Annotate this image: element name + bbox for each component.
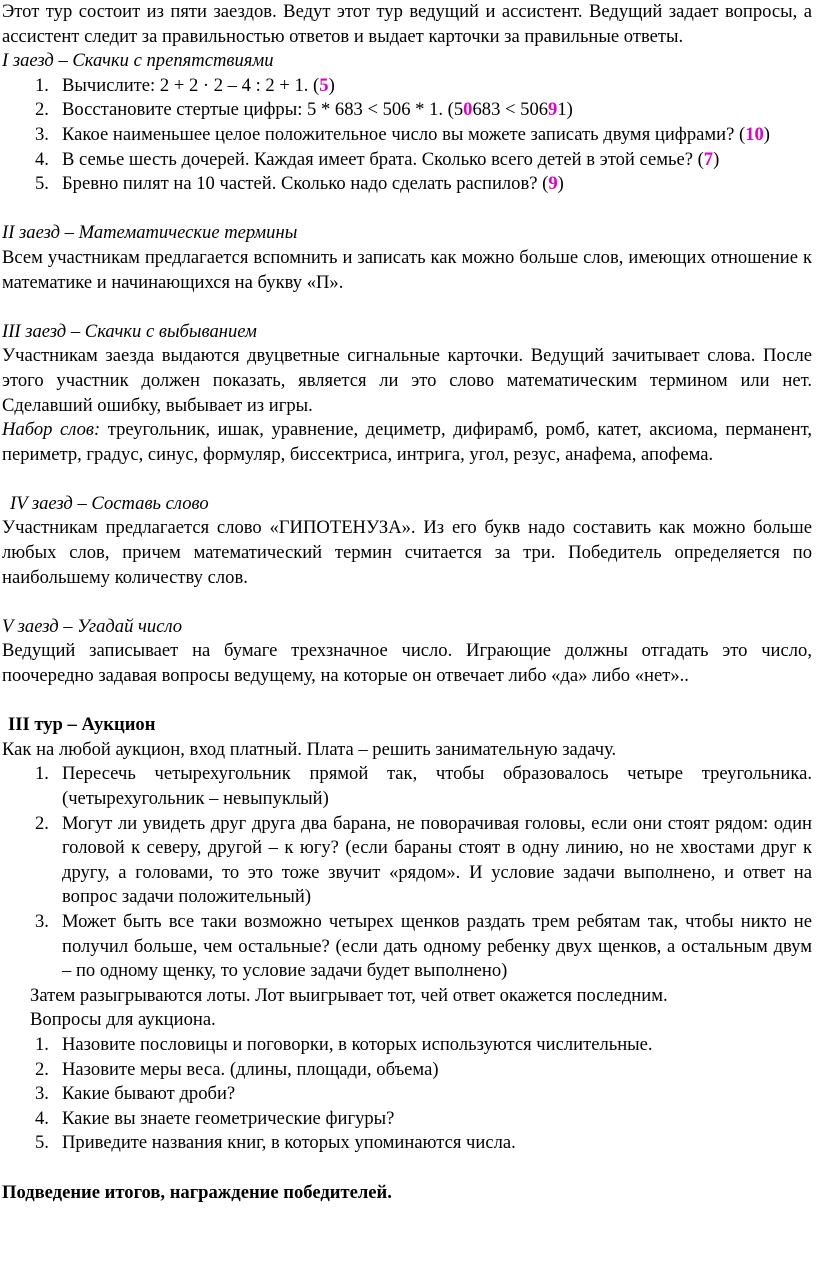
answer: 5 xyxy=(319,74,329,96)
intro-paragraph: Этот тур состоит из пяти заездов. Ведут этот тур ведущий и ассистент. Ведущий задает вопросы, а ассистент следит за правильностью ответов и выдает карточки за правильные ответы. xyxy=(2,1,812,47)
round3-text: Участникам заезда выдаются двуцветные сигнальные карточки. Ведущий зачитывает слова. После этого участник должен показать, является ли это слово математическим термином или нет. Сделавший ошибку, выбывает из игры. xyxy=(2,345,812,416)
tour3-title: III тур – Аукцион xyxy=(8,714,156,736)
list-item: 2. Могут ли увидеть друг друга два барана, не поворачивая головы, если они стоят рядом: один головой к северу, другой – к югу? (если бараны стоят в одну линию, но не хвостами друг к другу, а головами, то это тоже звучит «рядом». И условие задачи выполнено, и ответ на вопрос задачи положительный) xyxy=(35,812,812,908)
list-item: 3. Может быть все таки возможно четырех щенков раздать трем ребятам так, чтобы никто не получил больше, чем остальные? (если дать одному ребенку двух щенков, а остальным двум – по одному щенку, то условие задачи будет выполнено) xyxy=(35,910,812,982)
list-item: 1. Назовите пословицы и поговорки, в которых используются числительные. xyxy=(35,1033,653,1055)
spacer xyxy=(2,295,812,320)
summary: Подведение итогов, награждение победителей. xyxy=(2,1181,392,1203)
spacer xyxy=(2,689,812,714)
round1-title: I заезд – Скачки с препятствиями xyxy=(2,50,274,72)
spacer xyxy=(2,467,812,492)
list-item: 2. Назовите меры веса. (длины, площади, объема) xyxy=(35,1058,439,1080)
questions-title: Вопросы для аукциона. xyxy=(30,1009,216,1031)
answer: 7 xyxy=(703,148,714,170)
words-label: Набор слов: xyxy=(2,419,101,441)
round3-words: Набор слов: треугольник, ишак, уравнение, дециметр, дифирамб, ромб, катет, аксиома, перманент, периметр, градус, синус, формуляр, биссектриса, интрига, угол, резус, анафема, апофема. xyxy=(2,419,812,465)
answer: 10 xyxy=(745,123,764,145)
round2-text: Всем участникам предлагается вспомнить и записать как можно больше слов, имеющих отношение к математике и начинающихся на букву «П». xyxy=(2,246,812,293)
spacer xyxy=(2,590,812,615)
tour3-intro: Как на любой аукцион, вход платный. Плата – решить занимательную задачу. xyxy=(2,738,617,760)
list-item: 1. Вычислите: 2 + 2 · 2 – 4 : 2 + 1. (5) xyxy=(35,74,335,96)
list-item: 3. Какие бывают дроби? xyxy=(35,1083,236,1105)
list-item: 2. Восстановите стертые цифры: 5 * 683 < 506 * 1. (50683 < 50691) xyxy=(35,99,573,121)
answer: 9 xyxy=(548,99,558,121)
round5-title: V заезд – Угадай число xyxy=(2,615,183,637)
list-item: 4. Какие вы знаете геометрические фигуры? xyxy=(35,1107,395,1129)
round4-text: Участникам предлагается слово «ГИПОТЕНУЗА». Из его букв надо составить как можно больше любых слов, причем математический термин считается за три. Победитель определяется по наибольшему количеству слов. xyxy=(2,517,812,588)
answer: 9 xyxy=(548,173,558,195)
round3-title: III заезд – Скачки с выбыванием xyxy=(2,320,257,342)
tour3-tasks xyxy=(2,762,812,983)
list-item: 5. Приведите названия книг, в которых упоминаются числа. xyxy=(35,1132,516,1154)
list-item: 5. Бревно пилят на 10 частей. Сколько надо сделать распилов? (9) xyxy=(35,173,564,195)
answer: 0 xyxy=(463,99,473,121)
round1-list xyxy=(2,74,812,197)
auction-questions xyxy=(2,1033,812,1156)
list-item: 3. Какое наименьшее целое положительное число вы можете записать двумя цифрами? (10) xyxy=(35,123,770,145)
lots-text: Затем разыгрываются лоты. Лот выигрывает тот, чей ответ окажется последним. xyxy=(30,984,668,1006)
round2-title: II заезд – Математические термины xyxy=(2,222,298,244)
list-item: 4. В семье шесть дочерей. Каждая имеет брата. Сколько всего детей в этой семье? (7) xyxy=(35,148,720,170)
round4-title: IV заезд – Составь слово xyxy=(10,492,209,514)
round5-text: Ведущий записывает на бумаге трехзначное число. Играющие должны отгадать это число, поочередно задавая вопросы ведущему, на которые он отвечает либо «да» либо «нет».. xyxy=(2,640,812,687)
spacer xyxy=(2,197,812,222)
spacer xyxy=(2,1156,812,1181)
list-item: 1. Пересечь четырехугольник прямой так, чтобы образовалось четыре треугольника. (четырехугольник – невыпуклый) xyxy=(35,763,812,809)
